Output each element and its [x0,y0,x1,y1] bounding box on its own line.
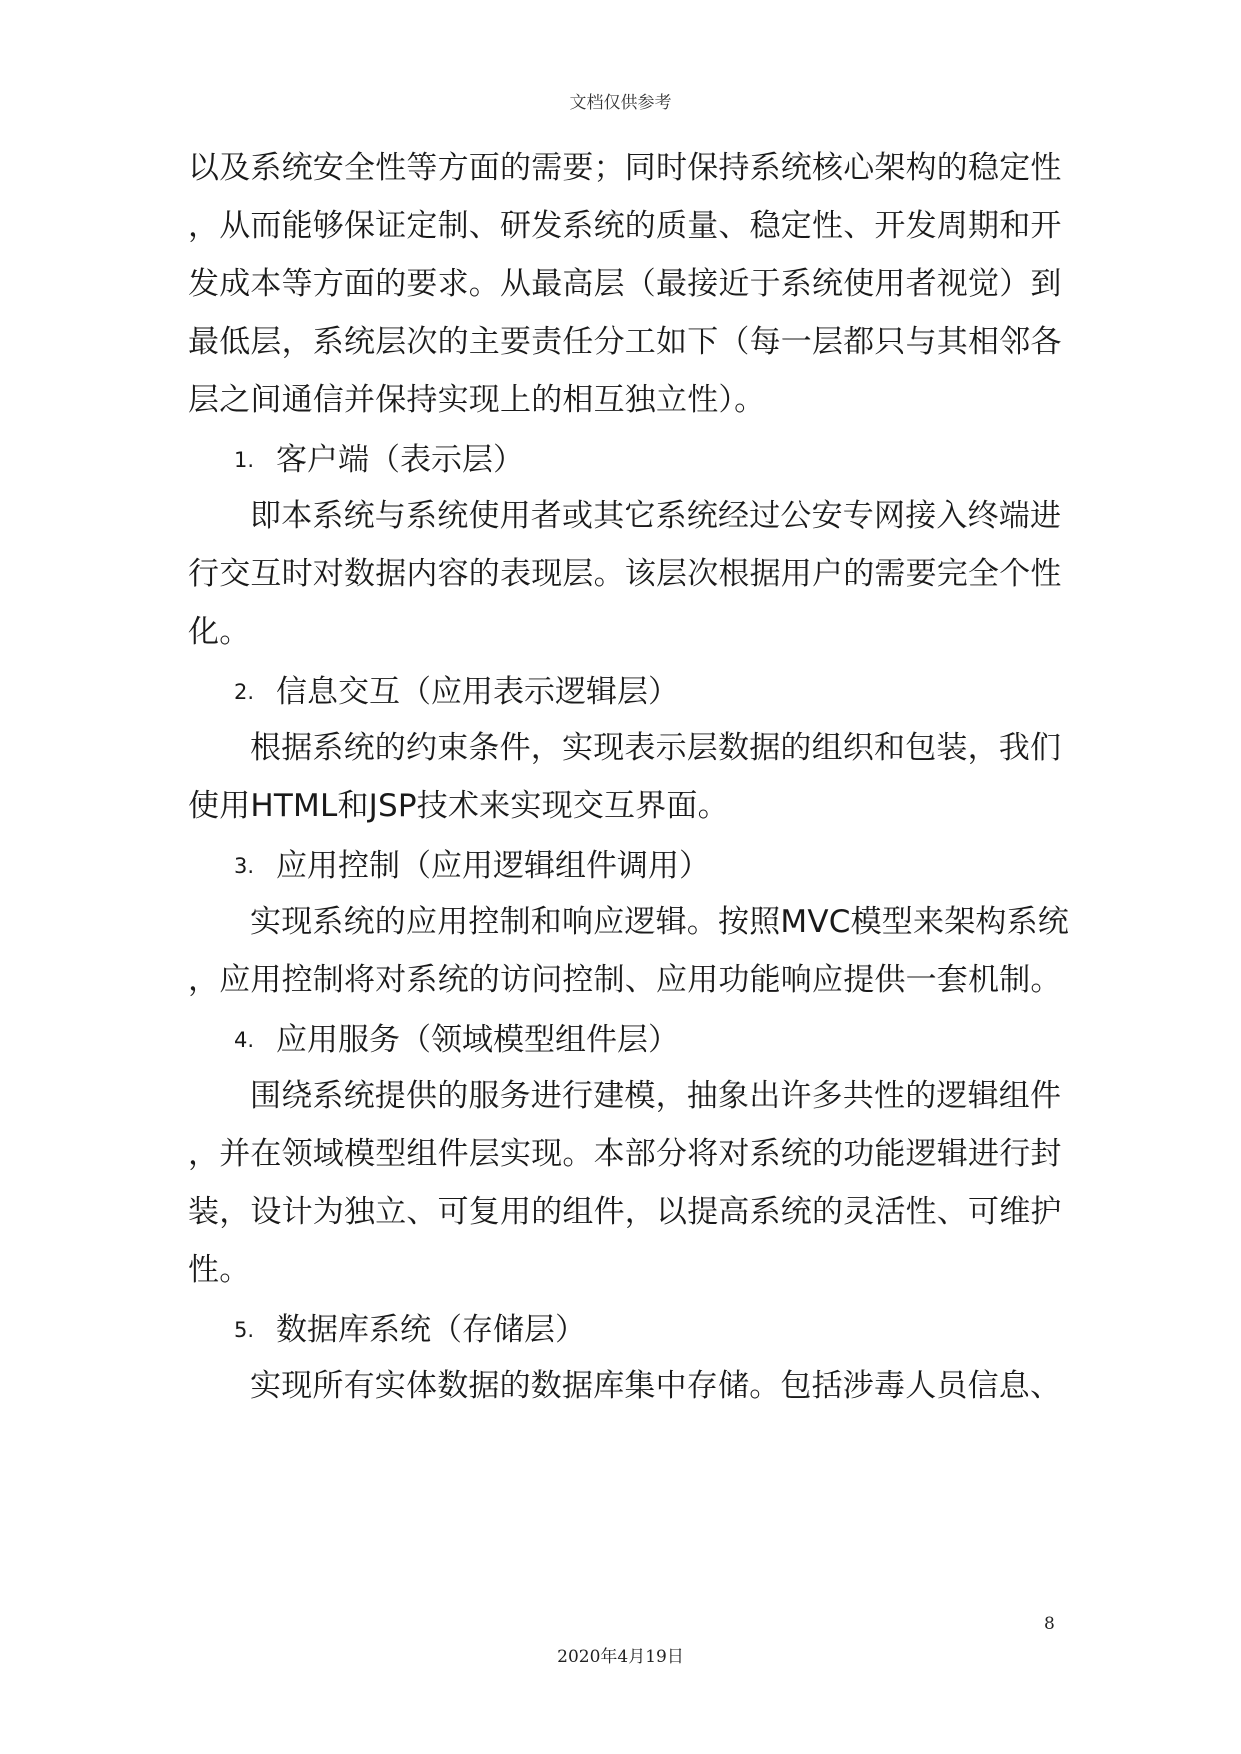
body-line: 层之间通信并保持实现上的相互独立性）。 [188,382,766,418]
list-title: 应用控制（应用逻辑组件调用） [276,847,710,884]
body-line: 发成本等方面的要求。从最高层（最接近于系统使用者视觉）到 [188,266,1062,302]
body-line: 以及系统安全性等方面的需要；同时保持系统核心架构的稳定性 [188,150,1062,186]
body-line: 围绕系统提供的服务进行建模，抽象出许多共性的逻辑组件 [250,1078,1062,1114]
list-item-heading [234,1018,679,1060]
body-line: 使用HTML和JSP技术来实现交互界面。 [188,788,729,824]
body-line: 根据系统的约束条件，实现表示层数据的组织和包装，我们 [250,730,1062,766]
list-item-heading [234,1308,586,1350]
list-title: 客户端（表示层） [276,441,524,478]
body-line: 装，设计为独立、可复用的组件，以提高系统的灵活性、可维护 [188,1194,1062,1230]
list-title: 信息交互（应用表示逻辑层） [276,673,679,710]
list-number: 1. [234,447,255,472]
body-line: 实现所有实体数据的数据库集中存储。包括涉毒人员信息、 [250,1368,1062,1404]
list-item-heading [234,438,524,480]
body-line: ，从而能够保证定制、研发系统的质量、稳定性、开发周期和开 [188,208,1062,244]
page-header: 文档仅供参考 [569,93,672,113]
list-number: 4. [234,1027,255,1052]
list-item-heading [234,670,679,712]
body-line: 性。 [188,1252,251,1288]
list-number: 2. [234,679,255,704]
body-line: 实现系统的应用控制和响应逻辑。按照MVC模型来架构系统 [250,904,1069,940]
body-line: 化。 [188,614,251,650]
list-number: 5. [234,1317,255,1342]
body-line: 即本系统与系统使用者或其它系统经过公安专网接入终端进 [250,498,1062,534]
body-line: ，应用控制将对系统的访问控制、应用功能响应提供一套机制。 [188,962,1062,998]
list-title: 数据库系统（存储层） [276,1311,586,1348]
page-number: 8 [1044,1614,1055,1634]
body-line: ，并在领域模型组件层实现。本部分将对系统的功能逻辑进行封 [188,1136,1062,1172]
list-item-heading [234,844,710,886]
body-line: 行交互时对数据内容的表现层。该层次根据用户的需要完全个性 [188,556,1062,592]
list-title: 应用服务（领域模型组件层） [276,1021,679,1058]
footer-date: 2020年4月19日 [557,1647,684,1667]
body-line: 最低层，系统层次的主要责任分工如下（每一层都只与其相邻各 [188,324,1062,360]
list-number: 3. [234,853,255,878]
